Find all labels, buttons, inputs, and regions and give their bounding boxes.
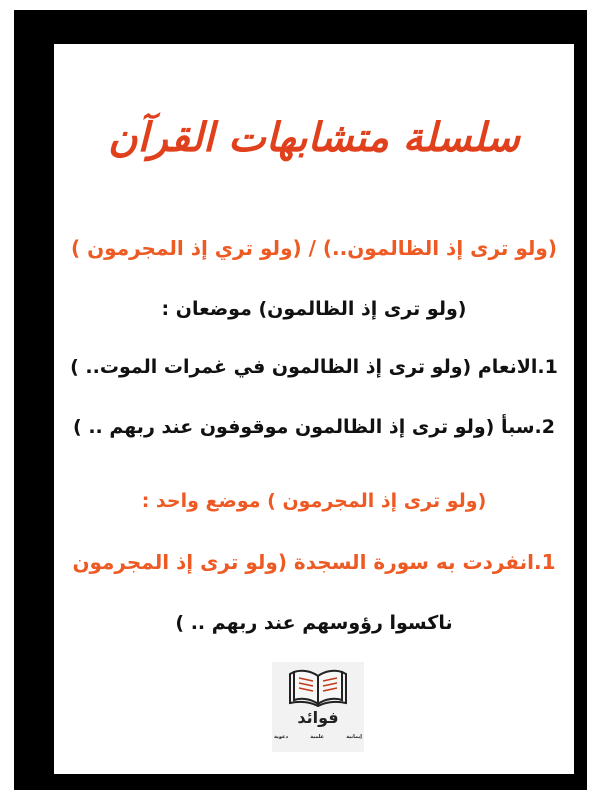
- black-frame: [14, 10, 587, 790]
- subheading-line-mujrimun: (ولو ترى إذ المجرمون ) موضع واحد :: [141, 490, 487, 512]
- item-line-saba: 2.سبأ (ولو ترى إذ الظالمون موقوفون عند ربهم .. ): [73, 416, 555, 438]
- logo-tag: دعوية: [274, 734, 289, 740]
- subheading-line: (ولو ترى إذ الظالمون) موضعان :: [161, 298, 467, 320]
- open-book-icon: [272, 662, 364, 712]
- item-line-anam: 1.الانعام (ولو ترى إذ الظالمون في غمرات الموت.. ): [70, 356, 558, 378]
- logo: [272, 662, 364, 752]
- logo-tags: [274, 734, 362, 740]
- item-line-sajda: 1.انفردت به سورة السجدة (ولو ترى إذ المجرمون: [72, 550, 556, 574]
- logo-tag: إيمانية: [346, 734, 362, 740]
- item-line-sajda-cont: ناكسوا رؤوسهم عند ربهم .. ): [175, 612, 453, 634]
- page-title: سلسلة متشابهات القرآن: [108, 114, 520, 161]
- logo-tag: علمية: [310, 734, 325, 740]
- logo-name: فوائد: [297, 708, 339, 727]
- heading-line: (ولو ترى إذ الظالمون..) / (ولو تري إذ المجرمون ): [71, 236, 557, 260]
- content-card: [54, 44, 574, 774]
